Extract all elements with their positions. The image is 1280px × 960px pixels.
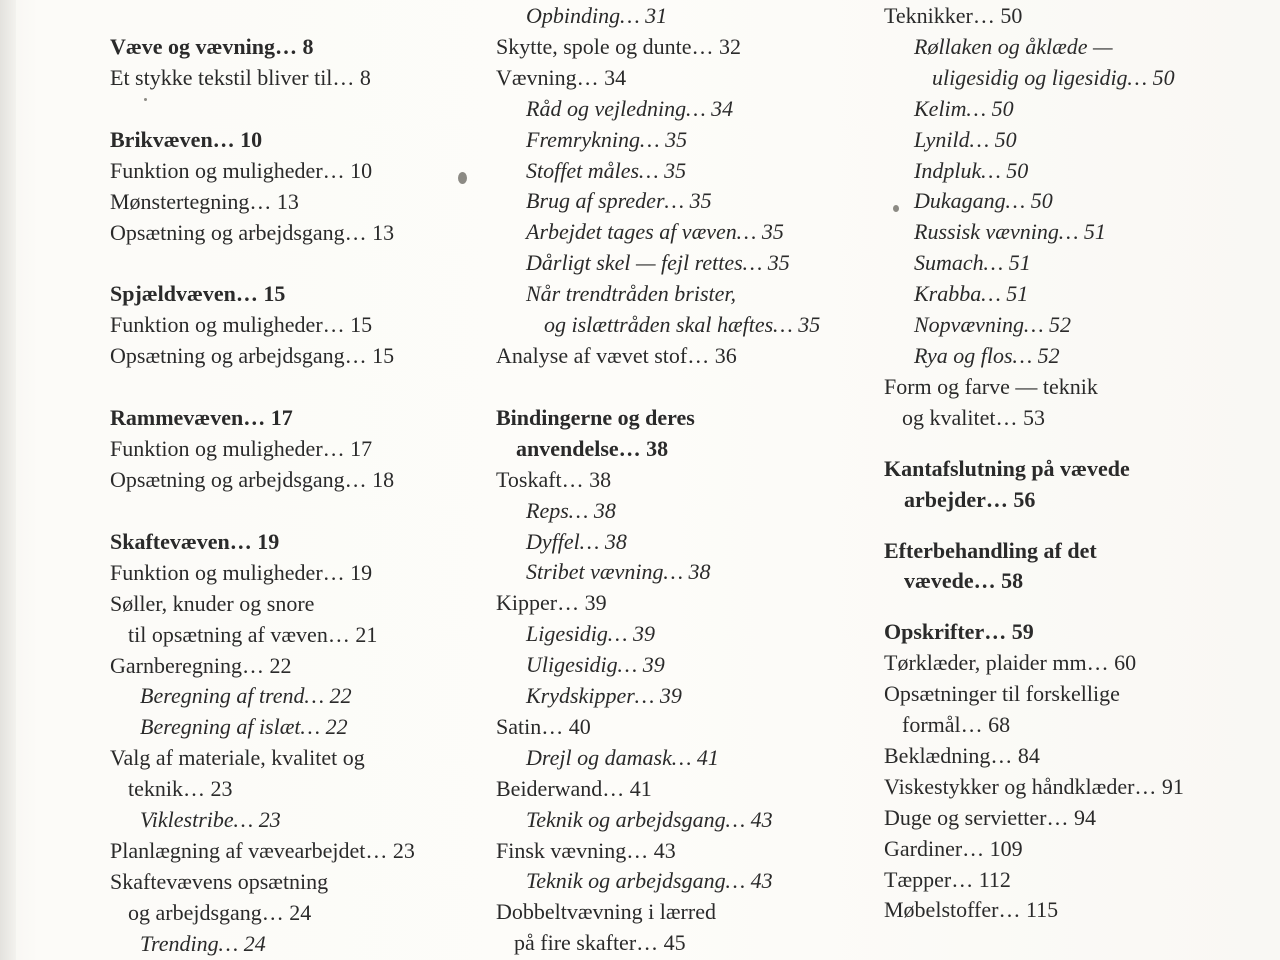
toc-entry: Røllaken og åklæde —: [914, 33, 1113, 59]
toc-entry: Garnberegning… 22: [110, 652, 292, 678]
toc-entry: Planlægning af vævearbejdet… 23: [110, 837, 415, 863]
toc-entry: Tæpper… 112: [884, 866, 1011, 892]
toc-entry: Opsætning og arbejdsgang… 15: [110, 343, 395, 369]
toc-entry: Vævning… 34: [496, 64, 627, 90]
toc-entry: Tørklæder, plaider mm… 60: [884, 650, 1137, 676]
toc-entry: Beiderwand… 41: [496, 775, 652, 801]
toc-entry: Duge og servietter… 94: [884, 804, 1096, 830]
toc-entry: og islættråden skal hæftes… 35: [544, 312, 821, 338]
toc-entry: Satin… 40: [496, 713, 591, 739]
section-gap: [110, 496, 490, 527]
toc-entry: Indpluk… 50: [914, 157, 1029, 183]
toc-entry: Viklestribe… 23: [140, 807, 281, 833]
toc-entry: Dukagang… 50: [914, 188, 1053, 214]
toc-entry: Et stykke tekstil bliver til… 8: [110, 64, 371, 90]
toc-entry: Søller, knuder og snore: [110, 590, 315, 616]
toc-entry: og kvalitet… 53: [902, 404, 1045, 430]
section-gap: [110, 248, 490, 279]
toc-entry: Beregning af islæt… 22: [140, 714, 348, 740]
page-binding-shadow: [0, 0, 16, 960]
toc-entry: Krydskipper… 39: [526, 683, 682, 709]
toc-entry: Dårligt skel — fejl rettes… 35: [526, 250, 790, 276]
toc-chapter-heading: Kantafslutning på vævede: [884, 455, 1130, 481]
toc-chapter-heading: Spjældvæven… 15: [110, 281, 286, 307]
toc-entry: Skaftevævens opsætning: [110, 868, 329, 894]
toc-entry: Form og farve — teknik: [884, 373, 1098, 399]
toc-entry: Skytte, spole og dunte… 32: [496, 33, 742, 59]
toc-chapter-heading: Skaftevæven… 19: [110, 528, 280, 554]
toc-entry: Møbelstoffer… 115: [884, 897, 1059, 923]
toc-entry: Teknik og arbejdsgang… 43: [526, 868, 773, 894]
section-gap: [884, 434, 1274, 454]
toc-entry: til opsætning af væven… 21: [128, 621, 378, 647]
toc-chapter-heading: Rammevæven… 17: [110, 405, 293, 431]
toc-chapter-heading: Brikvæven… 10: [110, 126, 263, 152]
toc-chapter-heading: Væve og vævning… 8: [110, 34, 314, 59]
section-gap: [496, 372, 876, 403]
toc-column-2: [496, 1, 876, 959]
toc-entry: Funktion og muligheder… 15: [110, 312, 373, 338]
toc-entry: Kipper… 39: [496, 590, 607, 616]
toc-entry: Beregning af trend… 22: [140, 683, 352, 709]
toc-entry: Teknikker… 50: [884, 3, 1023, 28]
toc-entry: formål… 68: [902, 712, 1011, 738]
toc-entry: Funktion og muligheder… 17: [110, 436, 373, 462]
toc-entry: og arbejdsgang… 24: [128, 899, 312, 925]
toc-entry: Mønstertegning… 13: [110, 188, 299, 214]
toc-entry: Reps… 38: [526, 497, 616, 523]
toc-entry: Beklædning… 84: [884, 742, 1040, 768]
toc-entry: Når trendtråden brister,: [526, 281, 737, 307]
toc-entry: Teknik og arbejdsgang… 43: [526, 806, 773, 832]
toc-entry: Ligesidig… 39: [526, 621, 655, 647]
section-gap: [884, 516, 1274, 536]
toc-entry: Finsk vævning… 43: [496, 837, 676, 863]
toc-entry: Arbejdet tages af væven… 35: [526, 219, 784, 245]
toc-chapter-heading: vævede… 58: [904, 568, 1024, 594]
toc-entry: uligesidig og ligesidig… 50: [932, 64, 1175, 90]
toc-entry: Opbinding… 31: [526, 3, 668, 28]
toc-entry: Toskaft… 38: [496, 466, 612, 492]
toc-entry: Funktion og muligheder… 10: [110, 157, 373, 183]
toc-entry: Kelim… 50: [914, 95, 1014, 121]
section-gap: [110, 372, 490, 403]
toc-entry: Opsætning og arbejdsgang… 18: [110, 466, 395, 492]
toc-chapter-heading: arbejder… 56: [904, 486, 1036, 512]
toc-entry: Opsætning og arbejdsgang… 13: [110, 219, 395, 245]
toc-entry: Nopvævning… 52: [914, 312, 1072, 338]
toc-entry: Trending… 24: [140, 930, 266, 956]
toc-entry: Russisk vævning… 51: [914, 219, 1106, 245]
toc-entry: Dyffel… 38: [526, 528, 627, 554]
toc-chapter-heading: Bindingerne og deres: [496, 404, 695, 430]
toc-chapter-heading: anvendelse… 38: [516, 435, 669, 461]
toc-entry: Krabba… 51: [914, 281, 1029, 307]
toc-entry: Drejl og damask… 41: [526, 744, 719, 770]
section-gap: [110, 94, 490, 125]
section-gap: [884, 597, 1274, 617]
toc-column-3: [884, 1, 1274, 926]
toc-chapter-heading: Efterbehandling af det: [884, 537, 1097, 563]
toc-entry: på fire skafter… 45: [514, 930, 686, 956]
toc-entry: Stribet vævning… 38: [526, 559, 711, 585]
toc-entry: Gardiner… 109: [884, 835, 1023, 861]
toc-entry: Sumach… 51: [914, 250, 1031, 276]
toc-entry: Stoffet måles… 35: [526, 157, 687, 183]
toc-entry: Brug af spreder… 35: [526, 188, 712, 214]
toc-entry: Valg af materiale, kvalitet og: [110, 745, 365, 771]
toc-chapter-heading: Opskrifter… 59: [884, 619, 1034, 645]
toc-entry: Lynild… 50: [914, 126, 1017, 152]
toc-entry: Funktion og muligheder… 19: [110, 559, 373, 585]
toc-entry: Dobbeltvævning i lærred: [496, 899, 716, 925]
toc-entry: Fremrykning… 35: [526, 126, 688, 152]
toc-entry: Analyse af vævet stof… 36: [496, 342, 737, 368]
toc-entry: Uligesidig… 39: [526, 652, 665, 678]
toc-entry: teknik… 23: [128, 776, 233, 802]
toc-entry: Råd og vejledning… 34: [526, 95, 734, 121]
toc-column-1: [110, 32, 490, 960]
toc-entry: Opsætninger til forskellige: [884, 681, 1120, 707]
toc-entry: Rya og flos… 52: [914, 342, 1060, 368]
toc-entry: Viskestykker og håndklæder… 91: [884, 773, 1184, 799]
